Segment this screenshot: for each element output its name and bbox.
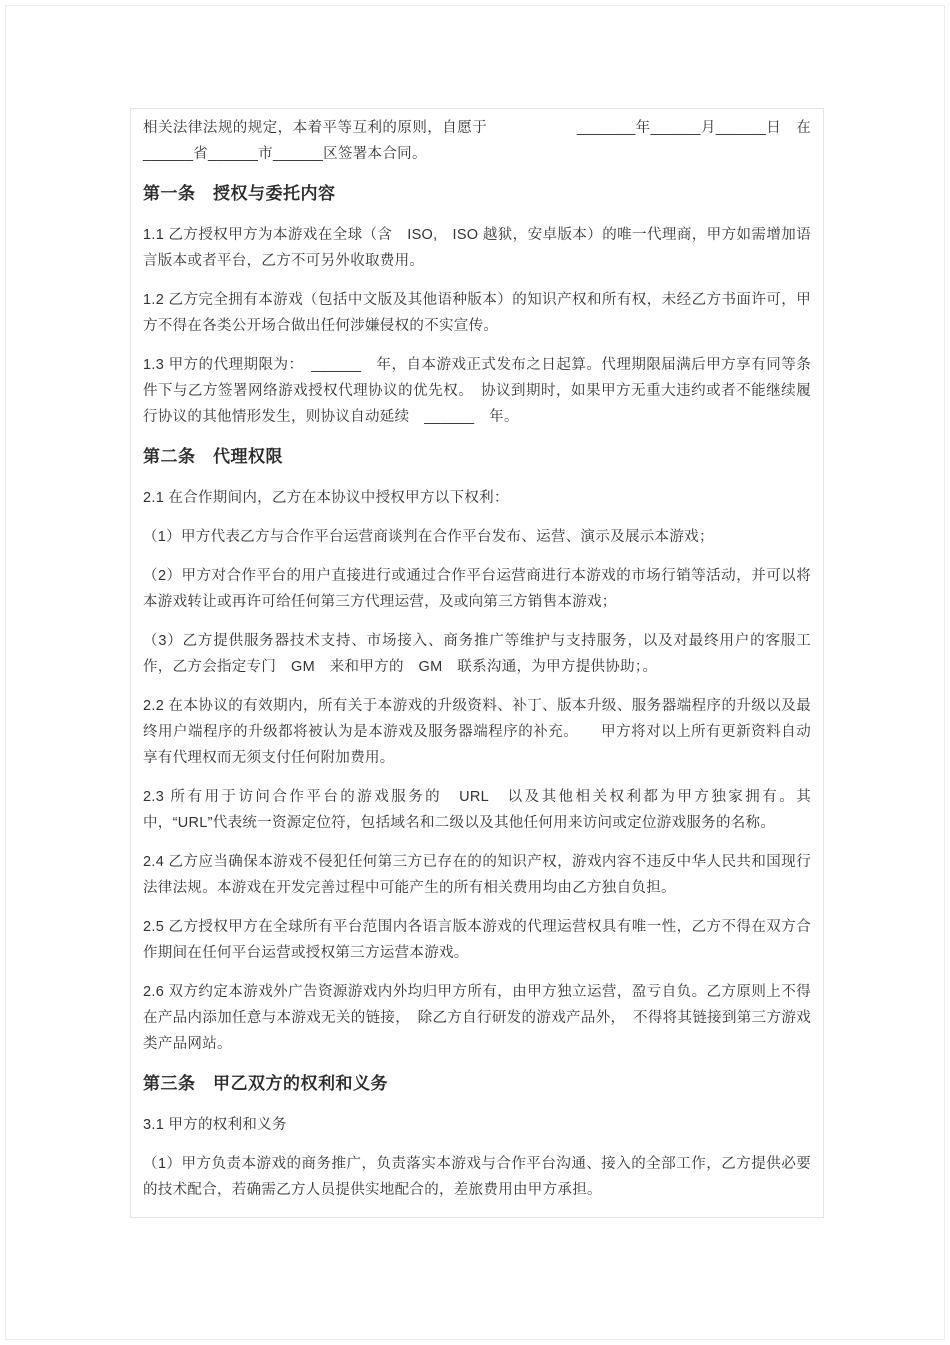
paragraph: 1.1 乙方授权甲方为本游戏在全球（含 ISO, ISO 越狱，安卓版本）的唯一代理商，甲方如需增加语言版本或者平台，乙方不可另外收取费用。: [143, 227, 811, 269]
paragraph: 1.3 甲方的代理期限为： ______ 年，自本游戏正式发布之日起算。代理期限届满后甲方享有同等条件下与乙方签署网络游戏授权代理协议的优先权。 协议到期时，如果甲方无重大违约或者不能继续履行协议的其他情形发生，则协议自动延续 ______ 年。: [143, 357, 811, 425]
section-heading: 第三条 甲乙双方的权利和义务: [143, 1074, 388, 1093]
paragraph: （3）乙方提供服务器技术支持、市场接入、商务推广等维护与支持服务，以及对最终用户的客服工作，乙方会指定专门 GM 来和甲方的 GM 联系沟通，为甲方提供协助；。: [143, 633, 811, 675]
section-heading: 第二条 代理权限: [143, 447, 283, 466]
paragraph: 2.1 在合作期间内，乙方在本协议中授权甲方以下权利：: [143, 490, 509, 506]
section-heading: 第一条 授权与委托内容: [143, 184, 336, 203]
paragraph: 2.6 双方约定本游戏外广告资源游戏内外均归甲方所有，由甲方独立运营，盈亏自负。乙方原则上不得在产品内添加任意与本游戏无关的链接， 除乙方自行研发的游戏产品外， 不得将其链接到第三方游戏类产品网站。: [143, 984, 811, 1052]
document-body: [130, 108, 824, 1218]
paragraph: 2.3 所有用于访问合作平台的游戏服务的 URL 以及其他相关权利都为甲方独家拥有。其中，“URL”代表统一资源定位符，包括域名和二级以及其他任何用来访问或定位游戏服务的名称。: [143, 789, 811, 831]
paragraph: 相关法律法规的规定，本着平等互利的原则，自愿于 _______年______月______日 在______省______市______区签署本合同。: [143, 120, 811, 162]
paragraph: 3.1 甲方的权利和义务: [143, 1117, 287, 1133]
paragraph: 2.2 在本协议的有效期内，所有关于本游戏的升级资料、补丁、版本升级、服务器端程序的升级以及最终用户端程序的升级都将被认为是本游戏及服务器端程序的补充。 甲方将对以上所有更新资料自动享有代理权而无须支付任何附加费用。: [143, 698, 811, 766]
paragraph: 2.5 乙方授权甲方在全球所有平台范围内各语言版本游戏的代理运营权具有唯一性，乙方不得在双方合作期间在任何平台运营或授权第三方运营本游戏。: [143, 919, 811, 961]
paragraph: 2.4 乙方应当确保本游戏不侵犯任何第三方已存在的的知识产权，游戏内容不违反中华人民共和国现行法律法规。本游戏在开发完善过程中可能产生的所有相关费用均由乙方独自负担。: [143, 854, 811, 896]
paragraph: 1.2 乙方完全拥有本游戏（包括中文版及其他语种版本）的知识产权和所有权，未经乙方书面许可，甲方不得在各类公开场合做出任何涉嫌侵权的不实宣传。: [143, 292, 811, 334]
paragraph: （1）甲方代表乙方与合作平台运营商谈判在合作平台发布、运营、演示及展示本游戏；: [143, 529, 714, 545]
paragraph: （1）甲方负责本游戏的商务推广，负责落实本游戏与合作平台沟通、接入的全部工作，乙方提供必要的技术配合，若确需乙方人员提供实地配合的，差旅费用由甲方承担。: [143, 1156, 811, 1198]
paragraph: （2）甲方对合作平台的用户直接进行或通过合作平台运营商进行本游戏的市场行销等活动，并可以将本游戏转让或再许可给任何第三方代理运营，及或向第三方销售本游戏；: [143, 568, 811, 610]
